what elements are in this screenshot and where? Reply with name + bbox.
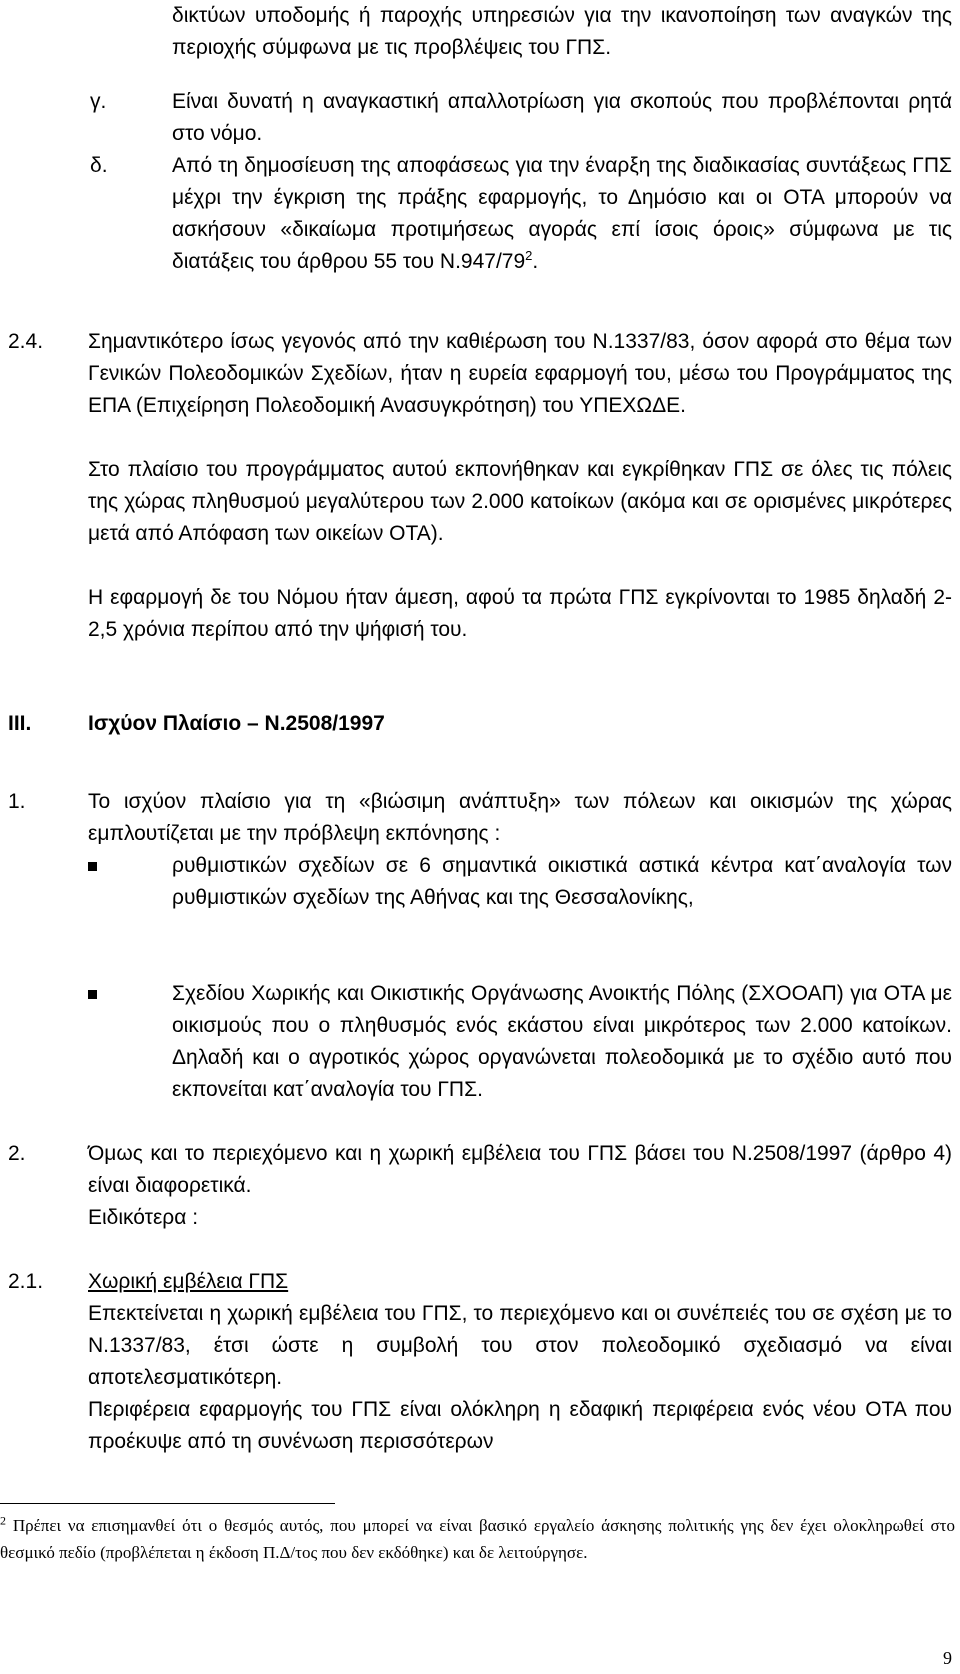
paragraph-label-1: 1. — [8, 790, 26, 813]
paragraph-2-sub: Ειδικότερα : — [88, 1206, 199, 1229]
section-2-4-paragraph-1: Σημαντικότερο ίσως γεγονός από την καθιέρωση του Ν.1337/83, όσον αφορά στο θέμα των Γενικών Πολεοδομικών Σχεδίων, ήταν η ευρεία εφαρμογή του, μέσω του Προγράμματος της ΕΠΑ (Επιχείρηση Πολεοδομική Ανασυγκρότηση) του ΥΠΕΧΩΔΕ. — [88, 330, 952, 417]
section-label-2-4: 2.4. — [8, 330, 44, 353]
item-label-d: δ. — [90, 154, 108, 177]
item-text-g: Είναι δυνατή η αναγκαστική απαλλοτρίωση για σκοπούς που προβλέπονται ρητά στο νόμο. — [172, 90, 952, 145]
section-2-4-paragraph-3: Η εφαρμογή δε του Νόμου ήταν άμεση, αφού τα πρώτα ΓΠΣ εγκρίνονται το 1985 δηλαδή 2-2,5 χρόνια περίπου από την ψήφισή του. — [88, 586, 952, 641]
item-label-g: γ. — [90, 90, 107, 113]
footnote-mark: 2 — [0, 1513, 6, 1528]
footnote — [0, 1512, 955, 1566]
paragraph-2-1-text-2: Περιφέρεια εφαρμογής του ΓΠΣ είναι ολόκληρη η εδαφική περιφέρεια ενός νέου ΟΤΑ που προέκυψε από τη συνένωση περισσότερων — [88, 1398, 952, 1453]
paragraph-2-text: Όμως και το περιεχόμενο και η χωρική εμβέλεια του ΓΠΣ βάσει του Ν.2508/1997 (άρθρο 4) είναι διαφορετικά. — [88, 1142, 952, 1197]
paragraph-continuation: δικτύων υποδομής ή παροχής υπηρεσιών για την ικανοποίηση των αναγκών της περιοχής σύμφωνα με τις προβλέψεις του ΓΠΣ. — [172, 4, 952, 59]
page-number: 9 — [943, 1648, 952, 1668]
bullet-item-1: ρυθμιστικών σχεδίων σε 6 σημαντικά οικιστικά αστικά κέντρα κατ΄αναλογία των ρυθμιστικών σχεδίων της Αθήνας και της Θεσσαλονίκης, — [172, 854, 952, 909]
footnote-text: Πρέπει να επισημανθεί ότι ο θεσμός αυτός, που μπορεί να είναι βασικό εργαλείο άσκησης πολιτικής γης δεν έχει ολοκληρωθεί στο θεσμικό πεδίο (προβλέπεται η έκδοση Π.Δ/τος που δεν εκδόθηκε) και δε λειτούργησε. — [0, 1516, 955, 1562]
paragraph-2-1-text-1: Επεκτείνεται η χωρική εμβέλεια του ΓΠΣ, το περιεχόμενο και οι συνέπειές του σε σχέση με το Ν.1337/83, έτσι ώστε η συμβολή του στον πολεοδομικό σχεδιασμό να είναι αποτελεσματικότερη. — [88, 1302, 952, 1389]
section-title-iii: Ισχύον Πλαίσιο – Ν.2508/1997 — [88, 712, 385, 735]
item-text-d-body: Από τη δημοσίευση της αποφάσεως για την έναρξη της διαδικασίας συντάξεως ΓΠΣ μέχρι την έγκριση της πράξης εφαρμογής, το Δημόσιο και οι ΟΤΑ μπορούν να ασκήσουν «δικαίωμα προτιμήσεως αγοράς επί ίσοις όροις» σύμφωνα με τις διατάξεις του άρθρου 55 του Ν.947/79 — [172, 154, 952, 273]
section-2-4-paragraph-2: Στο πλαίσιο του προγράμματος αυτού εκπονήθηκαν και εγκρίθηκαν ΓΠΣ σε όλες τις πόλεις της χώρας πληθυσμού μεγαλύτερου των 2.000 κατοίκων (ακόμα και σε ορισμένες μικρότερες μετά από Απόφαση των οικείων ΟΤΑ). — [88, 458, 952, 545]
footnote-divider — [0, 1503, 335, 1504]
bullet-square-icon — [88, 990, 97, 999]
item-text-d — [172, 150, 952, 278]
paragraph-label-2: 2. — [8, 1142, 26, 1165]
item-text-d-end: . — [532, 250, 539, 273]
paragraph-label-2-1: 2.1. — [8, 1270, 44, 1293]
footnote-ref[interactable]: 2 — [525, 248, 533, 263]
bullet-item-2: Σχεδίου Χωρικής και Οικιστικής Οργάνωσης Ανοικτής Πόλης (ΣΧΟΟΑΠ) για ΟΤΑ με οικισμούς που ο πληθυσμός ενός εκάστου είναι μικρότερος των 2.000 κατοίκων. Δηλαδή και ο αγροτικός χώρος οργανώνεται πολεοδομικά με το σχέδιο αυτό που εκπονείται κατ΄αναλογία του ΓΠΣ. — [172, 982, 952, 1101]
paragraph-1-text: Το ισχύον πλαίσιο για τη «βιώσιμη ανάπτυξη» των πόλεων και οικισμών της χώρας εμπλουτίζεται με την πρόβλεψη εκπόνησης : — [88, 790, 952, 845]
section-label-iii: ΙΙΙ. — [8, 712, 32, 735]
paragraph-2-1-title: Χωρική εμβέλεια ΓΠΣ — [88, 1270, 289, 1293]
bullet-square-icon — [88, 862, 97, 871]
